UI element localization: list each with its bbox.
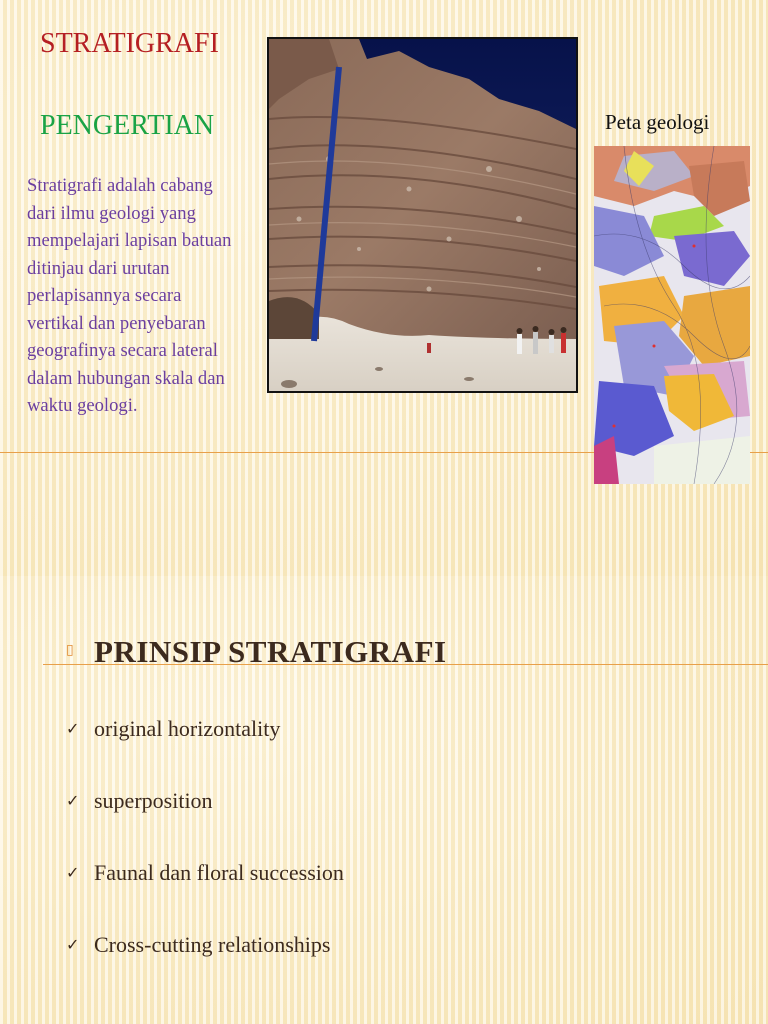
geologic-map-image [594,146,750,484]
bullet-marker-icon: ▯ [66,643,74,658]
map-caption: Peta geologi [605,110,710,134]
list-item [66,788,213,814]
checkmark-icon: ✓ [66,721,80,738]
list-item [66,716,280,742]
list-item [66,860,344,886]
list-item-label: Faunal dan floral succession [94,860,344,885]
checkmark-icon: ✓ [66,937,80,954]
definition-text: Stratigrafi adalah cabang dari ilmu geologi yang mempelajari lapisan batuan ditinjau dari urutan perlapisannya secara vertikal dan penyebaran geografinya secara lateral dalam hubungan skala dan waktu geologi. [27,175,232,416]
list-item-label: Cross-cutting relationships [94,932,331,957]
section-heading: PENGERTIAN [40,110,215,141]
list-item-label: original horizontality [94,716,281,741]
list-item-label: superposition [94,788,213,813]
checkmark-icon: ✓ [66,865,80,882]
checkmark-icon: ✓ [66,793,80,810]
list-item [66,932,330,958]
slide-title: STRATIGRAFI [40,28,219,59]
slide-title: PRINSIP STRATIGRAFI [94,634,447,669]
slide-prinsip [0,576,768,1024]
rock-outcrop-photo [267,37,578,393]
